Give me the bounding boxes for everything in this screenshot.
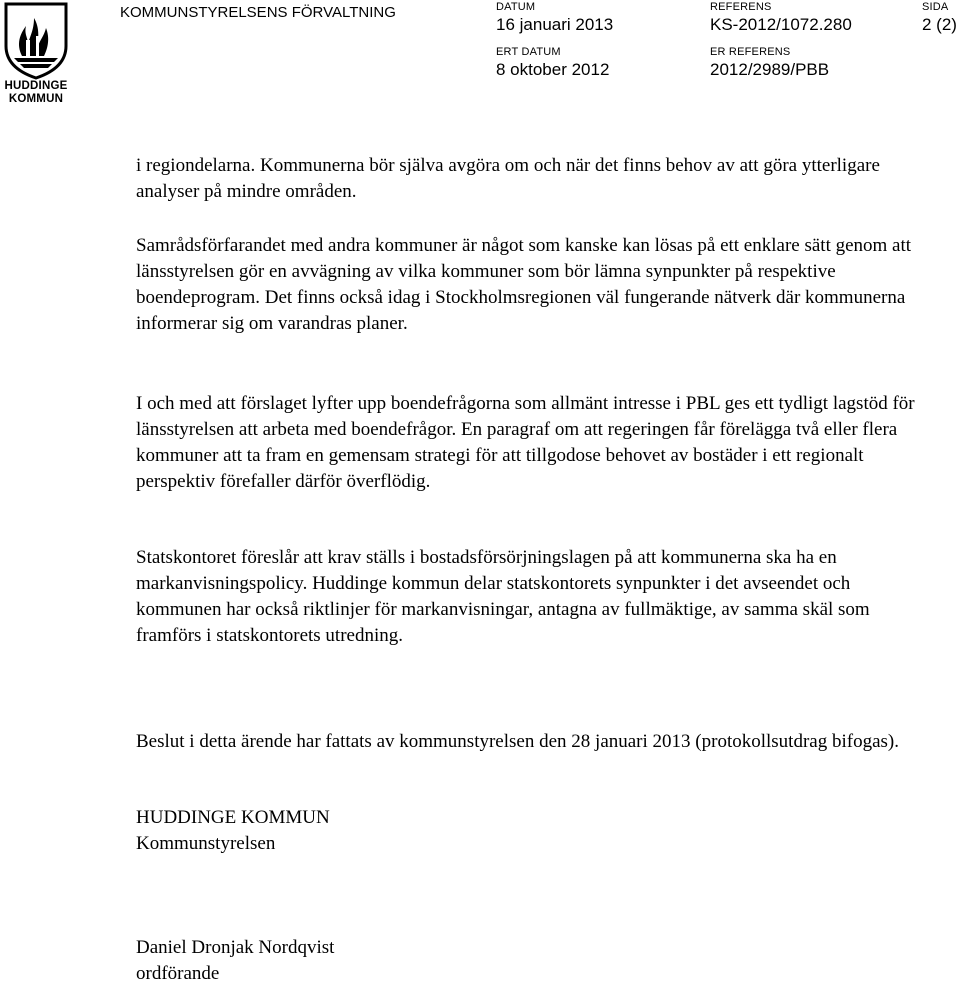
referens-label: REFERENS: [710, 1, 772, 13]
sida-value: 2 (2): [922, 15, 957, 34]
paragraph-3-text: I och med att förslaget lyfter upp boendefrågorna som allmänt intresse i PBL ges ett tydligt lagstöd för länsstyrelsen att arbeta med boendefrågor. En paragraf om att regeringen får förelägga två eller flera kommuner att ta fram en gemensam strategi för att tillgodose behovet av bostäder i ett regionalt perspektiv förefaller därför överflödig.: [136, 393, 915, 492]
referens-value: KS-2012/1072.280: [710, 15, 852, 34]
signature-org-line2: Kommunstyrelsen: [136, 833, 276, 854]
signature-person-block: [136, 935, 936, 987]
signature-title: ordförande: [136, 963, 220, 984]
paragraph-4: [136, 545, 936, 649]
datum-value: 16 januari 2013: [496, 15, 614, 34]
datum-label: DATUM: [496, 1, 536, 13]
ert-datum-label: ERT DATUM: [496, 46, 561, 58]
logo-text-line2: KOMMUN: [8, 93, 64, 105]
signature-org-block: [136, 805, 936, 857]
paragraph-3: [136, 391, 936, 495]
signature-name: Daniel Dronjak Nordqvist: [136, 937, 335, 958]
er-referens-label: ER REFERENS: [710, 46, 791, 58]
coat-of-arms-icon: [0, 0, 72, 80]
paragraph-1-text: i regiondelarna. Kommunerna bör själva avgöra om och när det finns behov av att göra ytterligare analyser på mindre områden.: [136, 155, 880, 202]
huddinge-logo: [0, 0, 72, 108]
paragraph-1: [136, 153, 936, 205]
paragraph-2: [136, 233, 936, 337]
signature-org-line1: HUDDINGE KOMMUN: [136, 807, 330, 828]
er-referens-value: 2012/2989/PBB: [710, 60, 830, 79]
sida-label: SIDA: [922, 1, 949, 13]
paragraph-4-text: Statskontoret föreslår att krav ställs i bostadsförsörjningslagen på att kommunerna ska ha en markanvisningspolicy. Huddinge kommun delar statskontorets synpunkter i det avseendet och kommunen har också riktlinjer för markanvisningar, antagna av fullmäktige, av samma skäl som framförs i statskontorets utredning.: [136, 547, 870, 646]
paragraph-5: [136, 729, 936, 755]
paragraph-2-text: Samrådsförfarandet med andra kommuner är något som kanske kan lösas på ett enklare sätt genom att länsstyrelsen gör en avvägning av vilka kommuner som bör lämna synpunkter på respektive boendeprogram. Det finns också idag i Stockholmsregionen väl fungerande nätverk där kommunerna informerar sig om varandras planer.: [136, 235, 912, 334]
ert-datum-value: 8 oktober 2012: [496, 60, 610, 79]
logo-text-line1: HUDDINGE: [4, 80, 68, 92]
paragraph-5-text: Beslut i detta ärende har fattats av kommunstyrelsen den 28 januari 2013 (protokollsutdrag bifogas).: [136, 731, 899, 752]
organization-name: KOMMUNSTYRELSENS FÖRVALTNING: [120, 4, 396, 21]
